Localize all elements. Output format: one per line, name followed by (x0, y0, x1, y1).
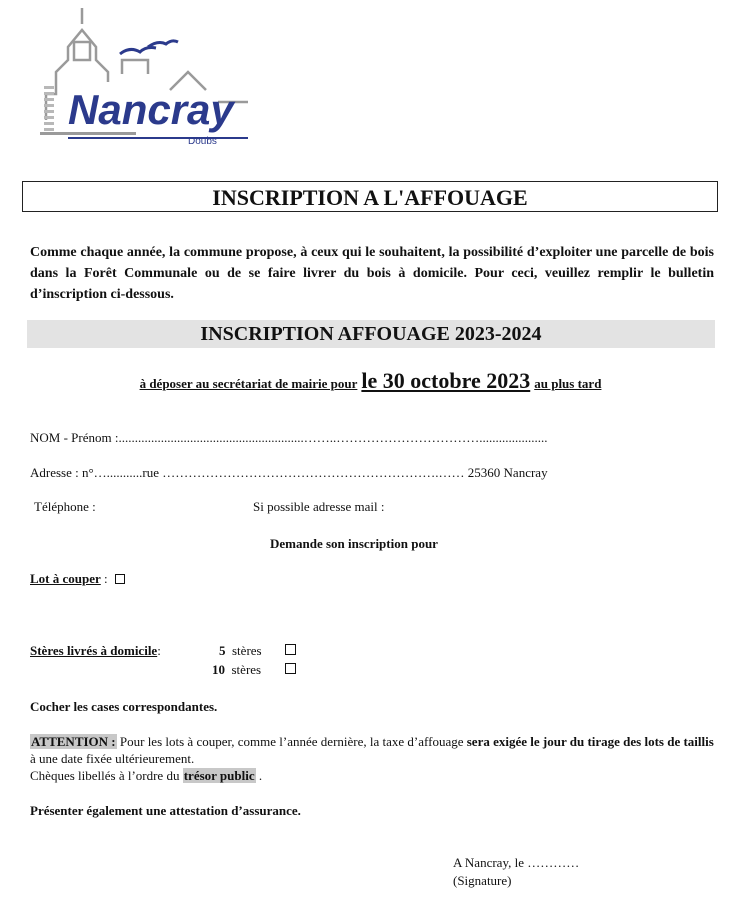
email-field[interactable]: Si possible adresse mail : (253, 499, 385, 514)
name-field[interactable]: NOM - Prénom :.........................................................……..……………………………..................... (30, 430, 548, 445)
lot-sep: : (100, 571, 108, 586)
steres-sep: : (157, 643, 161, 658)
attention-text: Pour les lots à couper, comme l’année dernière, la taxe d’affouage (116, 734, 467, 749)
deadline-suffix: au plus tard (534, 376, 602, 391)
lot-row (30, 571, 125, 587)
address-field[interactable]: Adresse : n°…...........rue ……………………………………………………….…… 25360 Nancray (30, 465, 548, 480)
attention-paragraph (30, 733, 714, 784)
signature-place: A Nancray, le ………… (453, 855, 580, 870)
steres-option-10 (212, 662, 261, 678)
tresor-public: trésor public (183, 768, 255, 783)
lot-checkbox[interactable] (115, 574, 125, 584)
section-heading: INSCRIPTION AFFOUAGE 2023-2024 (27, 320, 715, 348)
steres-5-checkbox[interactable] (285, 644, 296, 655)
deadline-date: le 30 octobre 2023 (361, 368, 531, 393)
cheques-text: Chèques libellés à l’ordre du (30, 768, 183, 783)
demande-label: Demande son inscription pour (270, 536, 438, 551)
cheques-period: . (255, 768, 263, 783)
phone-field[interactable]: Téléphone : (34, 499, 96, 514)
page-title: INSCRIPTION A L'AFFOUAGE (22, 181, 718, 212)
lot-label: Lot à couper (30, 571, 101, 586)
intro-paragraph: Comme chaque année, la commune propose, à ceux qui le souhaitent, la possibilité d’exploiter une parcelle de bois dans la Forêt Communale ou de se faire livrer du bois à domicile. Pour ceci, veuillez remplir le bulletin d’inscription ci-dessous. (30, 245, 714, 302)
attention-text-end: à une date fixée ultérieurement. (30, 751, 195, 766)
logo-region: Doubs (188, 136, 217, 147)
steres-unit: stères (231, 662, 262, 677)
steres-label: Stères livrés à domicile (30, 643, 158, 658)
signature-label: (Signature) (453, 873, 512, 888)
attention-label: ATTENTION : (31, 734, 116, 749)
deadline-line (0, 368, 741, 394)
logo-wordmark: Nancray (68, 86, 234, 133)
nancray-logo (38, 2, 273, 152)
steres-option-5 (219, 643, 262, 659)
steres-unit: stères (232, 643, 262, 658)
steres-qty: 5 (219, 643, 226, 658)
steres-qty: 10 (212, 662, 225, 677)
steres-10-checkbox[interactable] (285, 663, 296, 674)
deadline-prefix: à déposer au secrétariat de mairie pour (139, 376, 358, 391)
assurance-note: Présenter également une attestation d’assurance. (30, 803, 301, 818)
cocher-instruction: Cocher les cases correspondantes. (30, 699, 218, 714)
attention-emphasis: sera exigée le jour du tirage des lots de taillis (466, 734, 714, 749)
steres-row (30, 643, 161, 659)
